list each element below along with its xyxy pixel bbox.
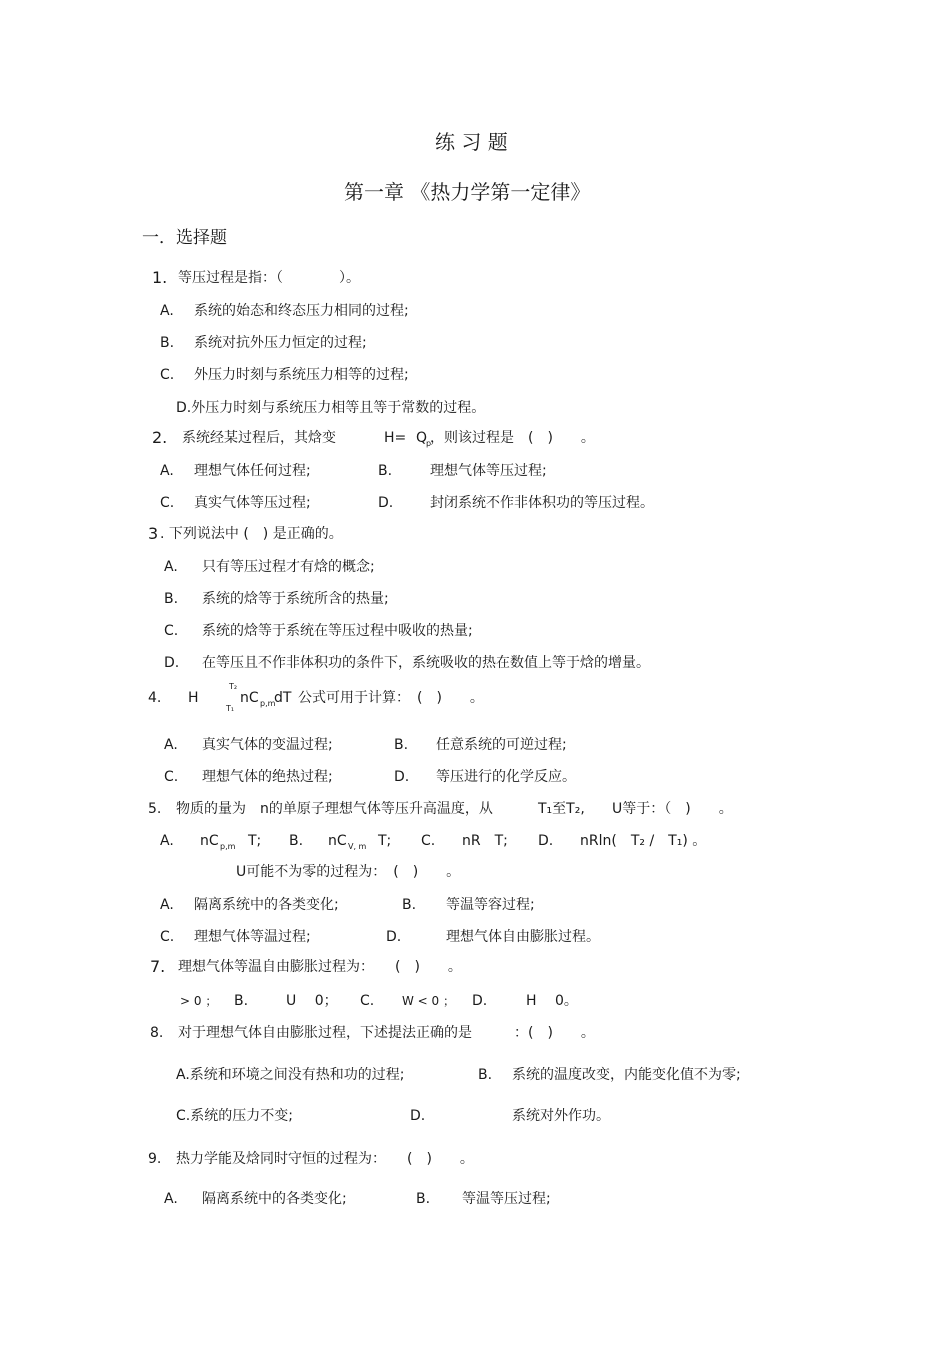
q1-b-label: B. [160, 335, 175, 351]
q4-b-label: B. [394, 737, 409, 753]
q6-d-label: D. [386, 929, 402, 945]
q2-q-subscript: p [426, 439, 432, 448]
q3-b-label: B. [164, 591, 179, 607]
q2-number: 2. [152, 428, 168, 447]
q2-c-text: 真实气体等压过程; [194, 495, 311, 511]
q9-a-text: 隔离系统中的各类变化; [202, 1191, 347, 1207]
page-title: 练 习 题 [435, 130, 508, 154]
q8-b-text: 系统的温度改变，内能变化值不为零; [512, 1067, 741, 1083]
q7-number: 7. [150, 957, 166, 976]
q5-b-text: nC [328, 833, 347, 849]
q5-a-subscript: p,m [220, 842, 236, 851]
q2-delta-h: H= [384, 430, 407, 446]
q6-c-text: 理想气体等温过程; [194, 929, 311, 945]
q4-integral-lower: T₁ [226, 704, 235, 713]
q3-number: 3 [148, 524, 159, 543]
q7-a-text: > 0 ； [180, 994, 218, 1008]
q5-temperature-range: T₁至T₂, [538, 801, 585, 817]
q3-a-text: 只有等压过程才有焓的概念; [202, 559, 375, 575]
q3-c-label: C. [164, 623, 179, 639]
q5-number: 5. [148, 801, 162, 817]
q5-d-text: nRln( T₂ / T₁) 。 [580, 833, 707, 849]
q2-c-label: C. [160, 495, 175, 511]
q5-a-t: T; [248, 833, 262, 849]
q6-c-label: C. [160, 929, 175, 945]
q4-a-text: 真实气体的变温过程; [202, 737, 333, 753]
q5-a-label: A. [160, 833, 174, 849]
q4-c-label: C. [164, 769, 179, 785]
q8-d-text: 系统对外作功。 [512, 1108, 610, 1124]
q7-c-text: W < 0 ； [402, 994, 455, 1008]
q7-b-text: U 0； [286, 993, 338, 1009]
q2-a-label: A. [160, 463, 174, 479]
q6-a-label: A. [160, 897, 174, 913]
q6-b-label: B. [402, 897, 417, 913]
q7-d-text: H 0。 [526, 993, 578, 1009]
q1-stem: 等压过程是指：（ ）。 [178, 270, 360, 286]
q9-b-text: 等温等压过程; [462, 1191, 551, 1207]
q4-ncp-subscript: p,m [260, 699, 276, 708]
q1-number: 1. [152, 268, 168, 287]
q2-q: Q [416, 430, 428, 446]
q8-a-text: A.系统和环境之间没有热和功的过程; [176, 1067, 405, 1083]
section-heading: 一．选择题 [142, 228, 227, 248]
q4-number: 4. [148, 690, 162, 706]
q5-b-label: B. [289, 833, 304, 849]
q5-delta-u: U等于：（ ) 。 [612, 801, 733, 817]
q7-stem: 理想气体等温自由膨胀过程为： ( ) 。 [178, 959, 462, 975]
q4-d-label: D. [394, 769, 410, 785]
q2-d-label: D. [378, 495, 394, 511]
q2-d-text: 封闭系统不作非体积功的等压过程。 [430, 495, 654, 511]
q2-a-text: 理想气体任何过程; [194, 463, 311, 479]
q5-c-text: nR T; [462, 833, 508, 849]
q5-d-label: D. [538, 833, 554, 849]
q4-d-text: 等压进行的化学反应。 [436, 769, 576, 785]
q7-d-label: D. [472, 993, 488, 1009]
q1-b-text: 系统对抗外压力恒定的过程; [194, 335, 367, 351]
q4-stem: 公式可用于计算： ( ) 。 [298, 690, 484, 706]
q5-a-text: nC [200, 833, 219, 849]
q9-b-label: B. [416, 1191, 431, 1207]
q6-d-text: 理想气体自由膨胀过程。 [446, 929, 600, 945]
q2-stem-part1: 系统经某过程后，其焓变 [182, 430, 336, 446]
q8-number: 8. [150, 1025, 164, 1041]
q1-a-label: A. [160, 303, 174, 319]
q1-c-label: C. [160, 367, 175, 383]
q6-stem: U可能不为零的过程为： ( ) 。 [236, 864, 461, 880]
q2-b-label: B. [378, 463, 393, 479]
q4-b-text: 任意系统的可逆过程; [436, 737, 567, 753]
q4-delta-h: H [188, 690, 199, 706]
q8-c-text: C.系统的压力不变; [176, 1108, 293, 1124]
q6-b-text: 等温等容过程; [446, 897, 535, 913]
q3-d-text: 在等压且不作非体积功的条件下，系统吸收的热在数值上等于焓的增量。 [202, 655, 650, 671]
q9-a-label: A. [164, 1191, 178, 1207]
q2-stem-part2: ，则该过程是 ( ) 。 [430, 430, 595, 446]
q1-a-text: 系统的始态和终态压力相同的过程; [194, 303, 409, 319]
q4-dt: dT [274, 690, 292, 706]
q4-a-label: A. [164, 737, 178, 753]
q3-c-text: 系统的焓等于系统在等压过程中吸收的热量; [202, 623, 473, 639]
q1-c-text: 外压力时刻与系统压力相等的过程; [194, 367, 409, 383]
q3-a-label: A. [164, 559, 178, 575]
q5-b-t: T; [378, 833, 392, 849]
q1-d-text: D.外压力时刻与系统压力相等且等于常数的过程。 [176, 400, 486, 416]
q8-b-label: B. [478, 1067, 493, 1083]
q2-b-text: 理想气体等压过程; [430, 463, 547, 479]
q3-d-label: D. [164, 655, 180, 671]
q4-integral-upper: T₂ [229, 682, 238, 691]
q3-b-text: 系统的焓等于系统所含的热量; [202, 591, 389, 607]
q8-d-label: D. [410, 1108, 426, 1124]
q5-stem: 物质的量为 n的单原子理想气体等压升高温度，从 [176, 801, 493, 817]
chapter-title: 第一章 《热力学第一定律》 [344, 180, 591, 204]
q7-c-label: C. [360, 993, 375, 1009]
q7-b-label: B. [234, 993, 249, 1009]
q5-b-subscript: V, m [348, 842, 367, 851]
q8-stem: 对于理想气体自由膨胀过程，下述提法正确的是 ：( ) 。 [178, 1025, 595, 1041]
q6-a-text: 隔离系统中的各类变化; [194, 897, 339, 913]
q4-ncp: nC [240, 690, 259, 706]
q3-stem: . 下列说法中 ( ) 是正确的。 [160, 526, 343, 542]
q5-c-label: C. [421, 833, 436, 849]
q9-stem: 热力学能及焓同时守恒的过程为： ( ) 。 [176, 1151, 474, 1167]
q9-number: 9. [148, 1151, 162, 1167]
q4-c-text: 理想气体的绝热过程; [202, 769, 333, 785]
